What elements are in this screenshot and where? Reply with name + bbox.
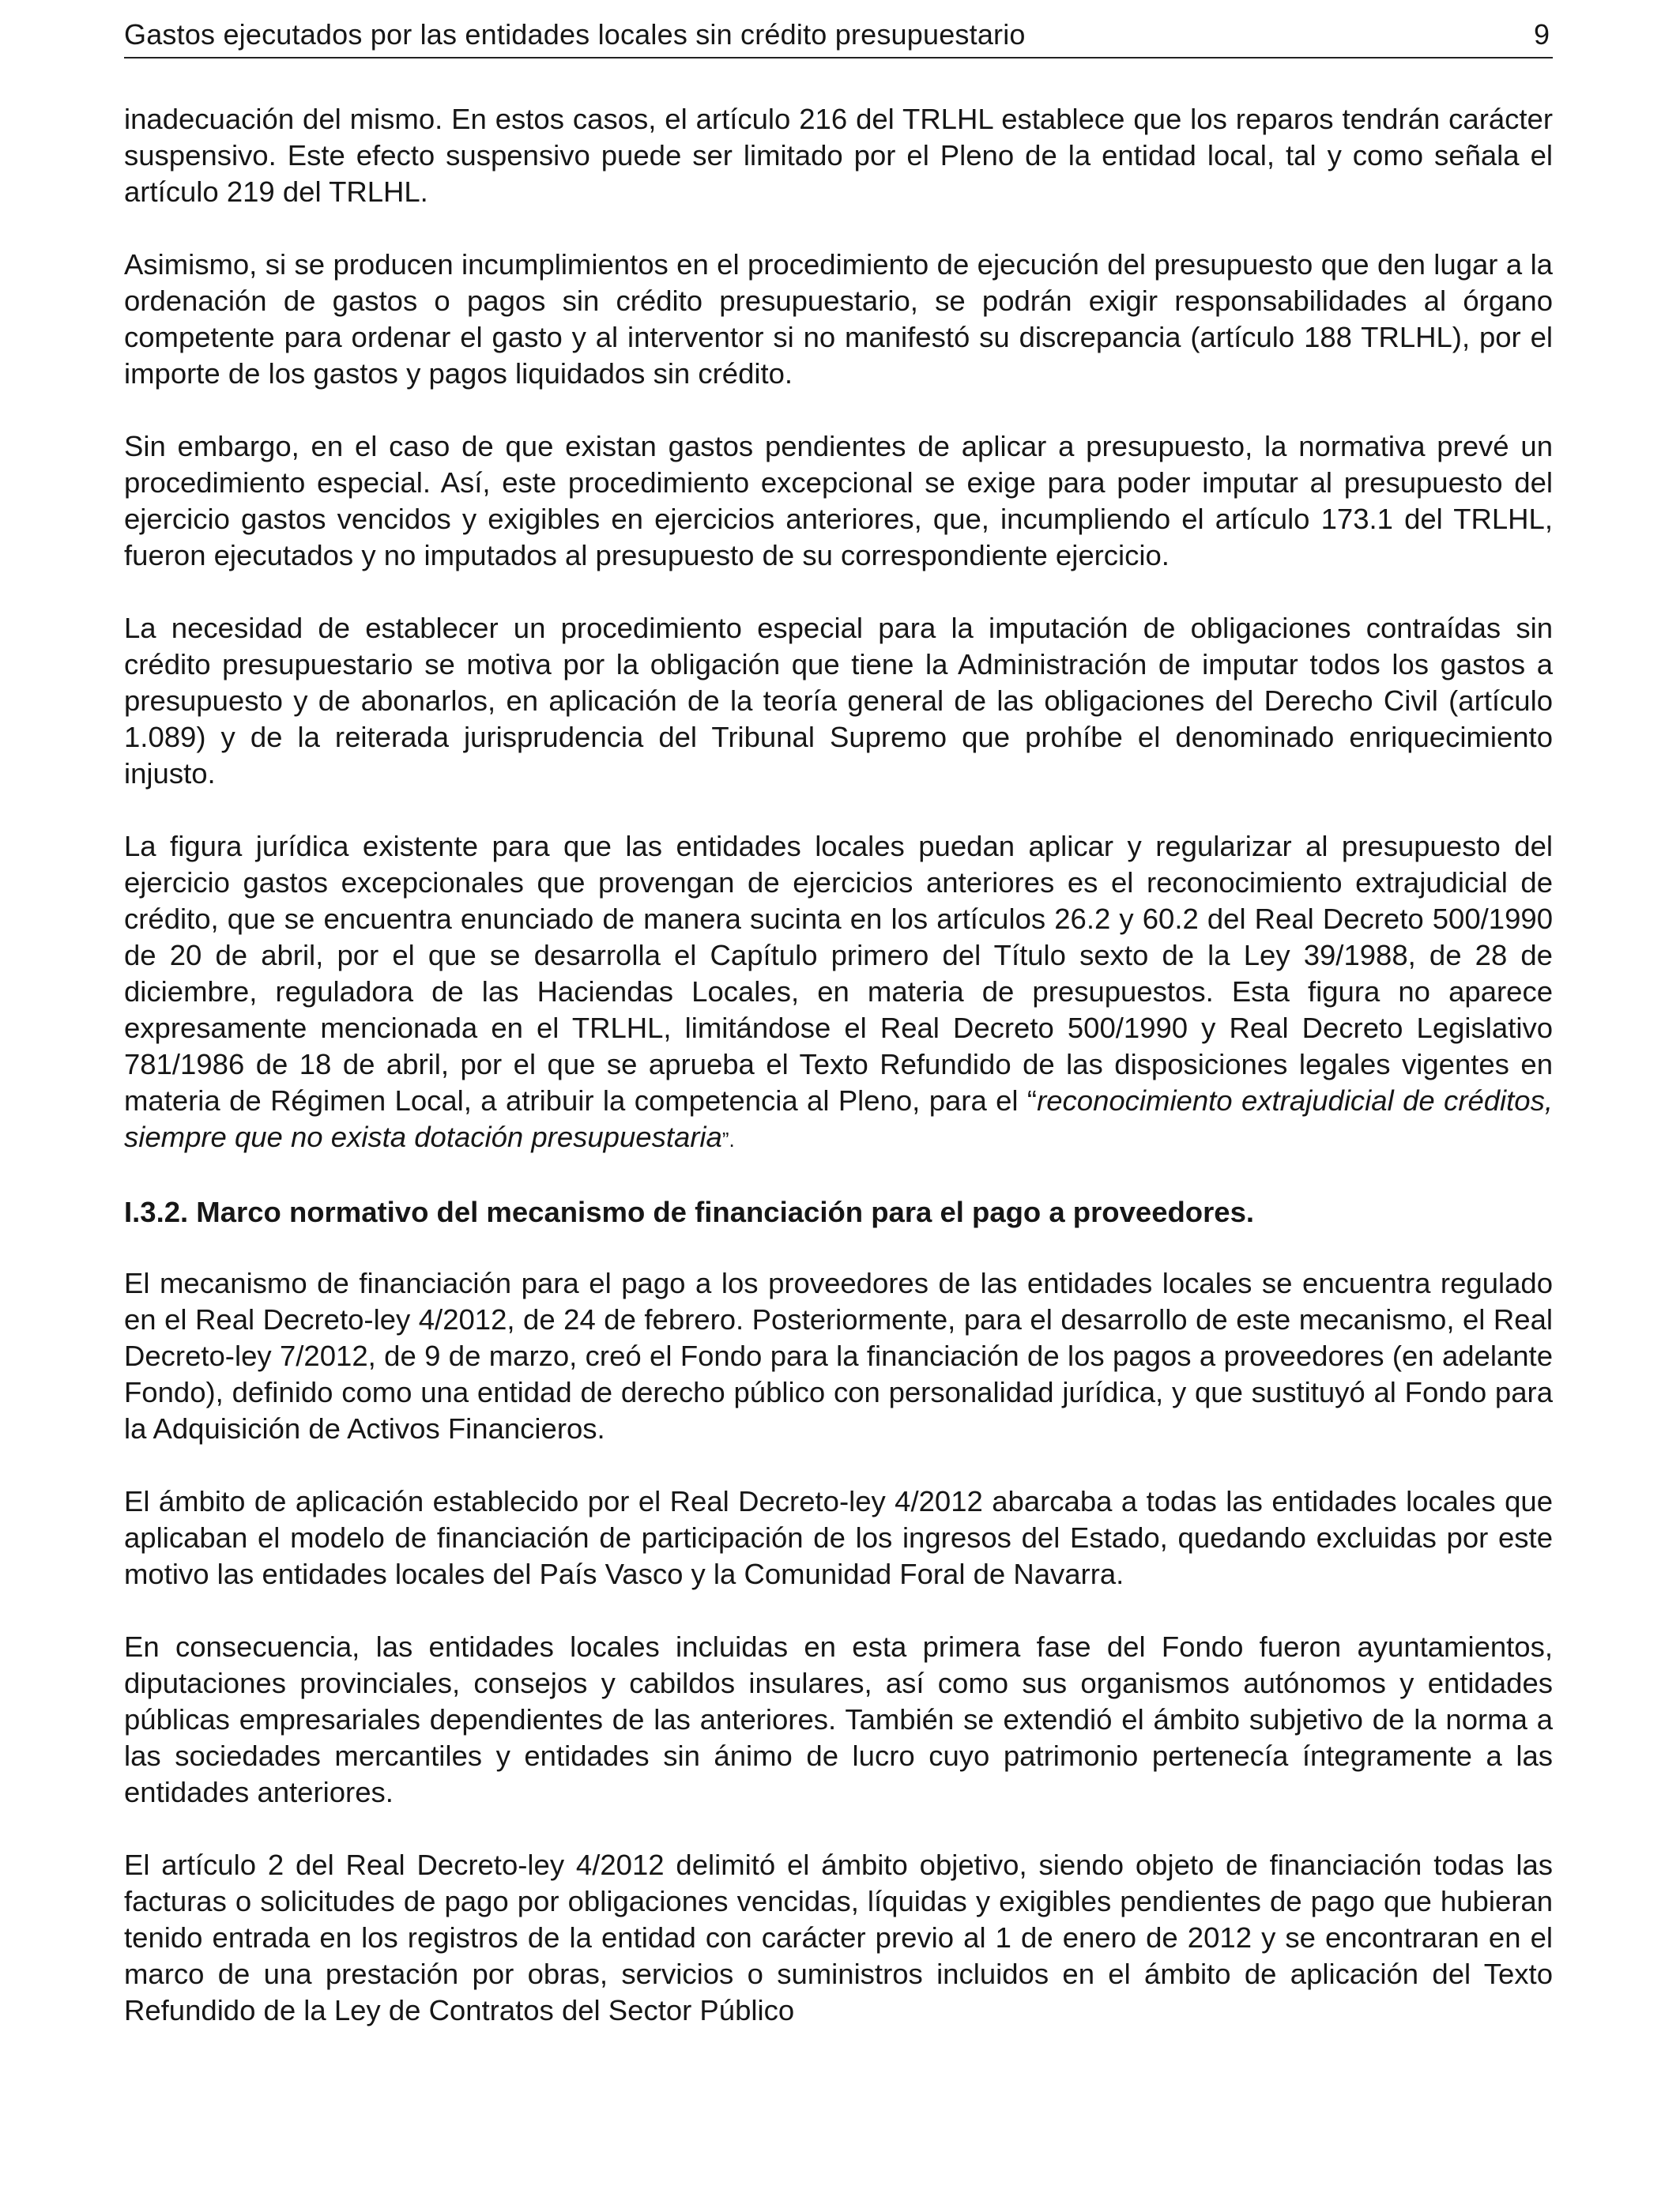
paragraph-necesidad: La necesidad de establecer un procedimiento especial para la imputación de obligaciones contraídas sin crédito presupuestario se motiva por la obligación que tiene la Administración de imputar todos los gastos a presupuesto y de abonarlos, en aplicación de la teoría general de las obligaciones del Derecho Civil (artículo 1.089) y de la reiterada jurisprudencia del Tribunal Supremo que prohíbe el denominado enriquecimiento injusto. xyxy=(124,612,1553,790)
paragraph-mecanismo: El mecanismo de financiación para el pago a los proveedores de las entidades locales se encuentra regulado en el Real Decreto-ley 4/2012, de 24 de febrero. Posteriormente, para el desarrollo de este mecanismo, el Real Decreto-ley 7/2012, de 9 de marzo, creó el Fondo para la financiación de los pagos a proveedores (en adelante Fondo), definido como una entidad de derecho público con personalidad jurídica, y que sustituyó al Fondo para la Adquisición de Activos Financieros. xyxy=(124,1267,1553,1445)
figura-quote: reconocimiento extrajudicial de créditos, siempre que no exista dotación presupuestaria xyxy=(124,1084,1554,1153)
paragraph-consecuencia: En consecuencia, las entidades locales incluidas en esta primera fase del Fondo fueron ayuntamientos, diputaciones provinciales, consejos y cabildos insulares, así como sus organismos autónomos y entidades públicas empresariales dependientes de las anteriores. También se extendió el ámbito subjetivo de la norma a las sociedades mercantiles y entidades sin ánimo de lucro cuyo patrimonio pertenecía íntegramente a las entidades anteriores. xyxy=(124,1630,1553,1808)
paragraph-procedimiento-especial: Sin embargo, en el caso de que existan gastos pendientes de aplicar a presupuesto, la normativa prevé un procedimiento especial. Así, este procedimiento excepcional se exige para poder imputar al presupuesto del ejercicio gastos vencidos y exigibles en ejercicios anteriores, que, incumpliendo el artículo 173.1 del TRLHL, fueron ejecutados y no imputados al presupuesto de su correspondiente ejercicio. xyxy=(124,430,1553,571)
document-body xyxy=(124,101,1553,2065)
paragraph-articulo-2: El artículo 2 del Real Decreto-ley 4/2012 delimitó el ámbito objetivo, siendo objeto de financiación todas las facturas o solicitudes de pago por obligaciones vencidas, líquidas y exigibles pendientes de pago que hubieran tenido entrada en los registros de la entidad con carácter previo al 1 de enero de 2012 y se encontraran en el marco de una prestación por obras, servicios o suministros incluidos en el ámbito de aplicación del Texto Refundido de la Ley de Contratos del Sector Público xyxy=(124,1849,1553,2026)
page-header xyxy=(124,16,1553,58)
section-heading: I.3.2. Marco normativo del mecanismo de financiación para el pago a proveedores. xyxy=(124,1196,1255,1228)
figura-closing: ”. xyxy=(721,1128,735,1152)
page-number: 9 xyxy=(1533,18,1550,51)
figura-text: La figura jurídica existente para que las entidades locales puedan aplicar y regularizar al presupuesto del ejercicio gastos excepcionales que provengan de ejercicios anteriores es el reconocimiento extrajudicial de crédito, que se encuentra enunciado de manera sucinta en los artículos 26.2 y 60.2 del Real Decreto 500/1990 de 20 de abril, por el que se desarrolla el Capítulo primero del Título sexto de la Ley 39/1988, de 28 de diciembre, reguladora de las Haciendas Locales, en materia de presupuestos. Esta figura no aparece expresamente mencionada en el TRLHL, limitándose el Real Decreto 500/1990 y Real Decreto Legislativo 781/1986 de 18 de abril, por el que se aprueba el Texto Refundido de las disposiciones legales vigentes en materia de Régimen Local, a atribuir la competencia al Pleno, para el “ xyxy=(124,830,1553,1117)
paragraph-figura-juridica xyxy=(124,828,1553,1158)
running-title: Gastos ejecutados por las entidades locales sin crédito presupuestario xyxy=(124,18,1026,51)
paragraph-ambito-aplicacion: El ámbito de aplicación establecido por el Real Decreto-ley 4/2012 abarcaba a todas las entidades locales que aplicaban el modelo de financiación de participación de los ingresos del Estado, quedando excluidas por este motivo las entidades locales del País Vasco y la Comunidad Foral de Navarra. xyxy=(124,1485,1553,1590)
paragraph-responsabilidades: Asimismo, si se producen incumplimientos en el procedimiento de ejecución del presupuesto que den lugar a la ordenación de gastos o pagos sin crédito presupuestario, se podrán exigir responsabilidades al órgano competente para ordenar el gasto y al interventor si no manifestó su discrepancia (artículo 188 TRLHL), por el importe de los gastos y pagos liquidados sin crédito. xyxy=(124,248,1553,390)
paragraph-reparos: inadecuación del mismo. En estos casos, el artículo 216 del TRLHL establece que los reparos tendrán carácter suspensivo. Este efecto suspensivo puede ser limitado por el Pleno de la entidad local, tal y como señala el artículo 219 del TRLHL. xyxy=(124,103,1553,208)
